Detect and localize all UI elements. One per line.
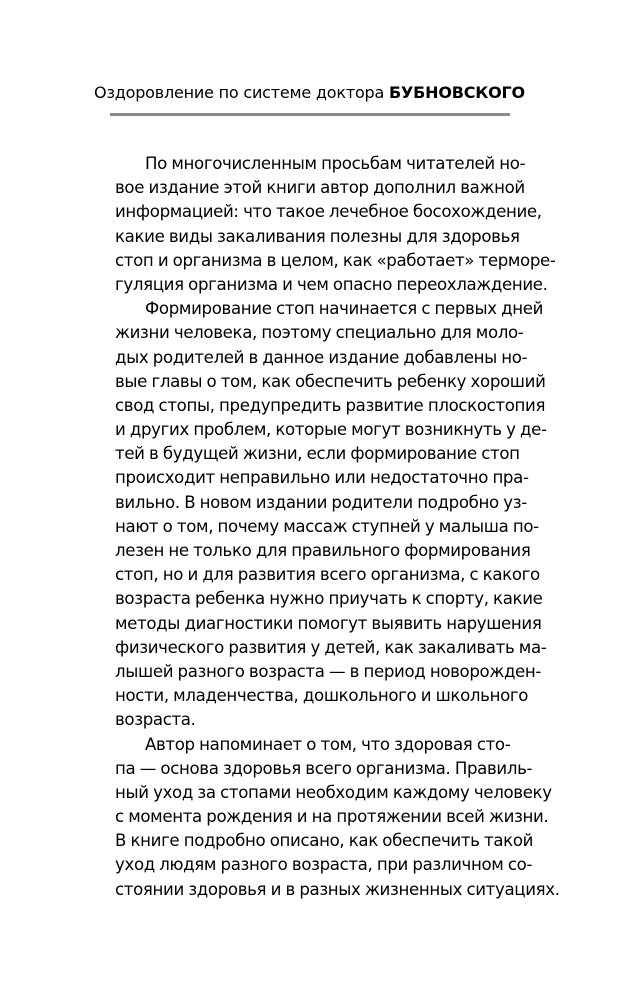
text-line: свод стопы, предупредить развитие плоскостопия [115, 395, 546, 415]
text-line: В книге подробно описано, как обеспечить такой [115, 831, 534, 851]
text-line: ности, младенчества, дошкольного и школьного [115, 686, 529, 706]
text-line: тей в будущей жизни, если формирование стоп [115, 444, 520, 464]
text-line: с момента рождения и на протяжении всей жизни. [115, 807, 549, 827]
text-line: па — основа здоровья всего организма. Правиль- [115, 758, 533, 778]
running-header [0, 83, 619, 103]
text-line: возраста ребенка нужно приучать к спорту, какие [115, 589, 543, 609]
text-line: вильно. В новом издании родители подробно уз- [115, 492, 527, 512]
text-line: физического развития у детей, как закаливать ма- [115, 637, 547, 657]
text-line: уход людям разного возраста, при различном со- [115, 855, 533, 875]
text-line: и других проблем, которые могут возникнуть у де- [115, 420, 547, 440]
text-line: возраста. [115, 710, 196, 730]
text-line: ный уход за стопами необходим каждому человеку [115, 782, 552, 802]
text-line: лышей разного возраста — в период новорожден- [115, 661, 542, 681]
paragraph-2 [115, 297, 547, 732]
text-line: происходит неправильно или недостаточно пра- [115, 468, 529, 488]
text-line: вые главы о том, как обеспечить ребенку хороший [115, 371, 546, 391]
text-line: нают о том, почему массаж ступней у малыша по- [115, 516, 539, 536]
header-rule [110, 113, 510, 116]
author-name: БУБНОВСКОГО [389, 83, 525, 102]
text-line: какие виды закаливания полезны для здоровья [115, 226, 520, 246]
text-line: Автор напоминает о том, что здоровая сто- [145, 734, 511, 754]
body-text [115, 152, 560, 902]
text-line: методы диагностики помогут выявить нарушения [115, 613, 542, 633]
text-line: гуляция организма и чем опасно переохлаждение. [115, 274, 548, 294]
paragraph-3 [115, 733, 560, 902]
text-line: информацией: что такое лечебное босохождение, [115, 202, 542, 222]
text-line: лезен не только для правильного формирования [115, 541, 531, 560]
text-line: стоп, но и для развития всего организма, с какого [115, 565, 540, 585]
text-line: По многочисленным просьбам читателей но- [145, 154, 526, 173]
text-line: Формирование стоп начинается с первых дней [145, 299, 544, 319]
text-line: стоянии здоровья и в разных жизненных ситуациях. [115, 879, 560, 899]
text-line: вое издание этой книги автор дополнил важной [115, 178, 525, 198]
series-title: Оздоровление по системе доктора [94, 83, 385, 102]
text-line: жизни человека, поэтому специально для моло- [115, 323, 524, 343]
text-line: дых родителей в данное издание добавлены но- [115, 347, 528, 367]
paragraph-1 [115, 152, 556, 297]
text-line: стоп и организма в целом, как «работает» терморе- [115, 250, 556, 270]
